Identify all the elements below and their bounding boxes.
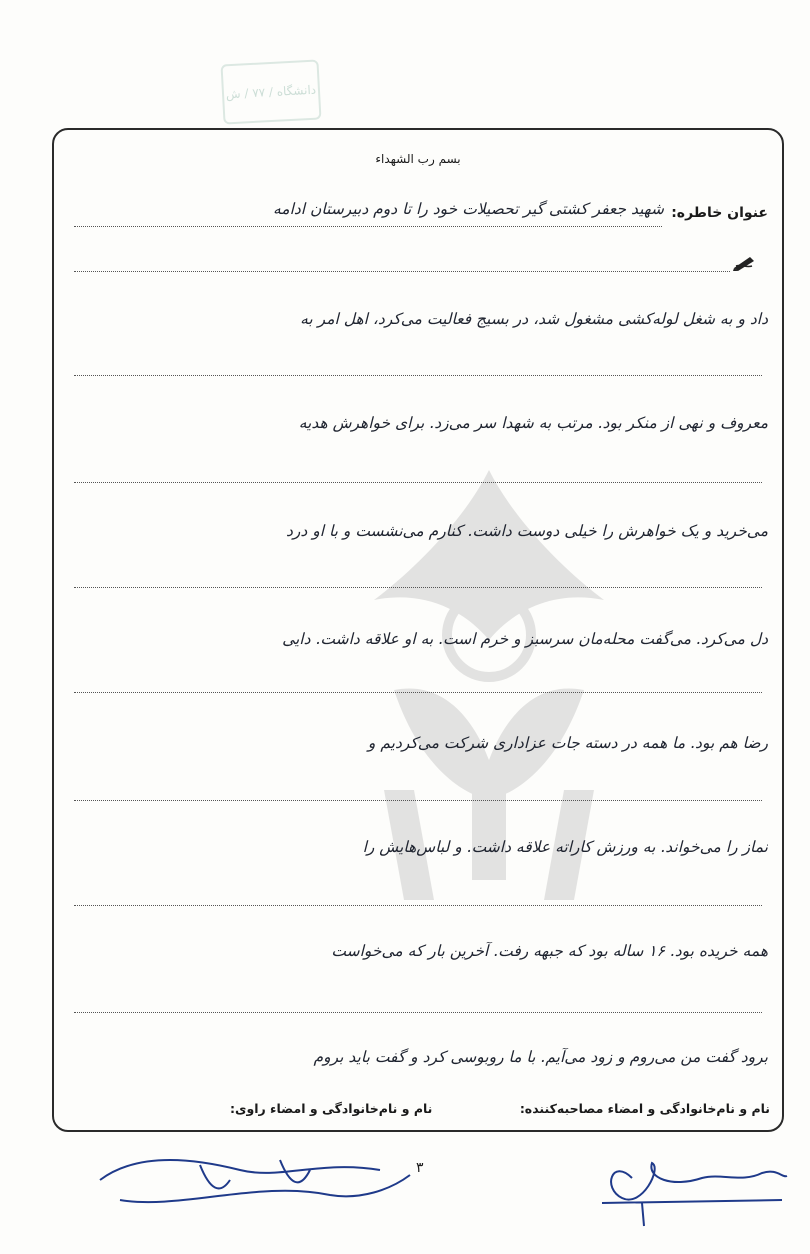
memoir-line: رضا هم بود. ما همه در دسته جات عزاداری شرکت می‌کردیم و — [367, 734, 768, 752]
memoir-line: نماز را می‌خواند. به ورزش کاراته علاقه داشت. و لباس‌هایش را — [362, 838, 768, 856]
memoir-line: برود گفت من می‌روم و زود می‌آیم. با ما روبوسی کرد و گفت باید بروم — [313, 1048, 768, 1066]
pen-icon — [732, 254, 758, 272]
line-rule — [74, 482, 762, 483]
signature-footer — [70, 1101, 770, 1116]
line-rule — [74, 1012, 762, 1013]
interviewer-signature — [592, 1148, 792, 1228]
line-rule — [74, 692, 762, 693]
document-header: بسم رب الشهداء — [375, 152, 461, 166]
memoir-line: همه خریده بود. ۱۶ ساله بود که جبهه رفت. آخرین بار که می‌خواست — [331, 942, 768, 960]
memoir-form — [52, 128, 784, 1132]
subtitle-rule — [74, 271, 730, 272]
page-number: ۳ — [416, 1160, 424, 1176]
memoir-title-text: شهید جعفر کشتی‌ گیر تحصیلات خود را تا دوم دبیرستان ادامه — [272, 200, 664, 218]
narrator-signature-label: نام و نام‌خانوادگی و امضاء راوی: — [230, 1101, 433, 1116]
line-rule — [74, 375, 762, 376]
line-rule — [74, 800, 762, 801]
memoir-line: می‌خرید و یک خواهرش را خیلی دوست داشت. کنارم می‌نشست و با او درد — [286, 522, 768, 540]
memoir-line: معروف و نهی از منکر بود. مرتب به شهدا سر می‌زد. برای خواهرش هدیه — [298, 414, 768, 432]
line-rule — [74, 905, 762, 906]
memoir-line: داد و به شغل لوله‌کشی مشغول شد، در بسیج فعالیت می‌کرد، اهل امر به — [300, 310, 768, 328]
title-label: عنوان خاطره: — [671, 205, 768, 221]
line-rule — [74, 587, 762, 588]
title-rule — [74, 226, 662, 227]
interviewer-signature-label: نام و نام‌خانوادگی و امضاء مصاحبه‌کننده: — [519, 1101, 770, 1116]
faded-stamp: دانشگاه / ۷۷ / ش — [220, 59, 321, 124]
narrator-signature — [80, 1140, 420, 1220]
memoir-line: دل می‌کرد. می‌گفت محله‌مان سرسبز و خرم است. به او علاقه داشت. دایی — [282, 630, 768, 648]
